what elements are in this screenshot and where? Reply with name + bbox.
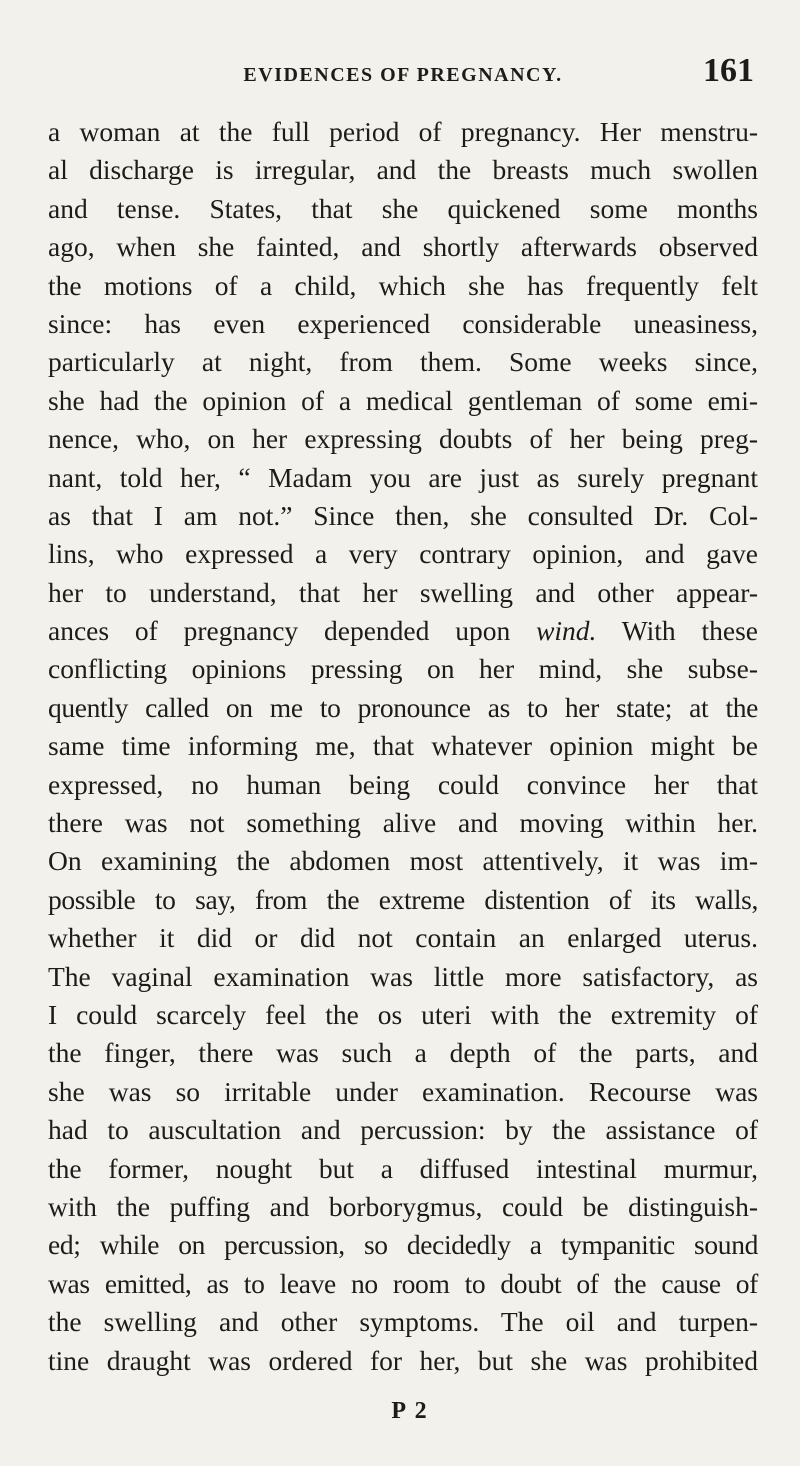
page-header xyxy=(48,50,758,98)
text-line: I could scarcely feel the os uteri with the extremity of xyxy=(48,998,758,1030)
text-line: the former, nought but a diffused intestinal murmur, xyxy=(48,1152,758,1184)
text-line: as that I am not.” Since then, she consulted Dr. Col- xyxy=(48,499,758,531)
text-line: a woman at the full period of pregnancy. Her menstru- xyxy=(48,116,758,147)
text-line: she was so irritable under examination. Recourse was xyxy=(48,1075,758,1107)
italic-word: wind. xyxy=(536,615,597,647)
text-line: The vaginal examination was little more satisfactory, as xyxy=(48,960,758,992)
text-line: nant, told her, “ Madam you are just as surely pregnant xyxy=(48,461,758,493)
text-line: had to auscultation and percussion: by the assistance of xyxy=(48,1114,758,1146)
text-line: with the puffing and borborygmus, could be distinguish- xyxy=(48,1190,758,1222)
text-segment: ances of pregnancy depended upon xyxy=(48,615,511,647)
text-line: tine draught was ordered for her, but she was prohibited xyxy=(48,1344,758,1376)
text-line: al discharge is irregular, and the breasts much swollen xyxy=(48,154,758,186)
text-line: ed; while on percussion, so decidedly a tympanitic sound xyxy=(48,1229,758,1261)
text-line: there was not something alive and moving within her. xyxy=(48,807,758,839)
text-line: quently called on me to pronounce as to her state; at the xyxy=(48,691,758,723)
signature-mark: P 2 xyxy=(391,1398,429,1424)
text-line: and tense. States, that she quickened some months xyxy=(48,192,758,224)
body-text xyxy=(48,113,758,1380)
running-head: EVIDENCES OF PREGNANCY. xyxy=(243,64,563,86)
text-line: the finger, there was such a depth of the parts, and xyxy=(48,1037,758,1069)
text-line: the swelling and other symptoms. The oil and turpen- xyxy=(48,1306,758,1338)
text-line: her to understand, that her swelling and other appear- xyxy=(48,576,758,608)
text-line: was emitted, as to leave no room to doubt of the cause of xyxy=(48,1267,758,1299)
text-line: expressed, no human being could convince her that xyxy=(48,768,758,800)
page-number: 161 xyxy=(703,52,754,89)
text-line: lins, who expressed a very contrary opinion, and gave xyxy=(48,538,758,570)
text-line-with-italic xyxy=(48,612,758,650)
text-line: ago, when she fainted, and shortly afterwards observed xyxy=(48,231,758,263)
text-line: since: has even experienced considerable uneasiness, xyxy=(48,307,758,339)
text-line: same time informing me, that whatever opinion might be xyxy=(48,730,758,762)
text-line: she had the opinion of a medical gentleman of some emi- xyxy=(48,384,758,416)
text-line: particularly at night, from them. Some weeks since, xyxy=(48,346,758,378)
text-line: whether it did or did not contain an enlarged uterus. xyxy=(48,922,758,954)
text-line: On examining the abdomen most attentively, it was im- xyxy=(48,845,758,877)
text-line: conflicting opinions pressing on her mind, she subse- xyxy=(48,653,758,685)
text-line: possible to say, from the extreme distention of its walls, xyxy=(48,883,758,915)
text-line: the motions of a child, which she has frequently felt xyxy=(48,269,758,301)
text-segment: With these xyxy=(621,615,758,647)
text-line: nence, who, on her expressing doubts of her being preg- xyxy=(48,423,758,455)
